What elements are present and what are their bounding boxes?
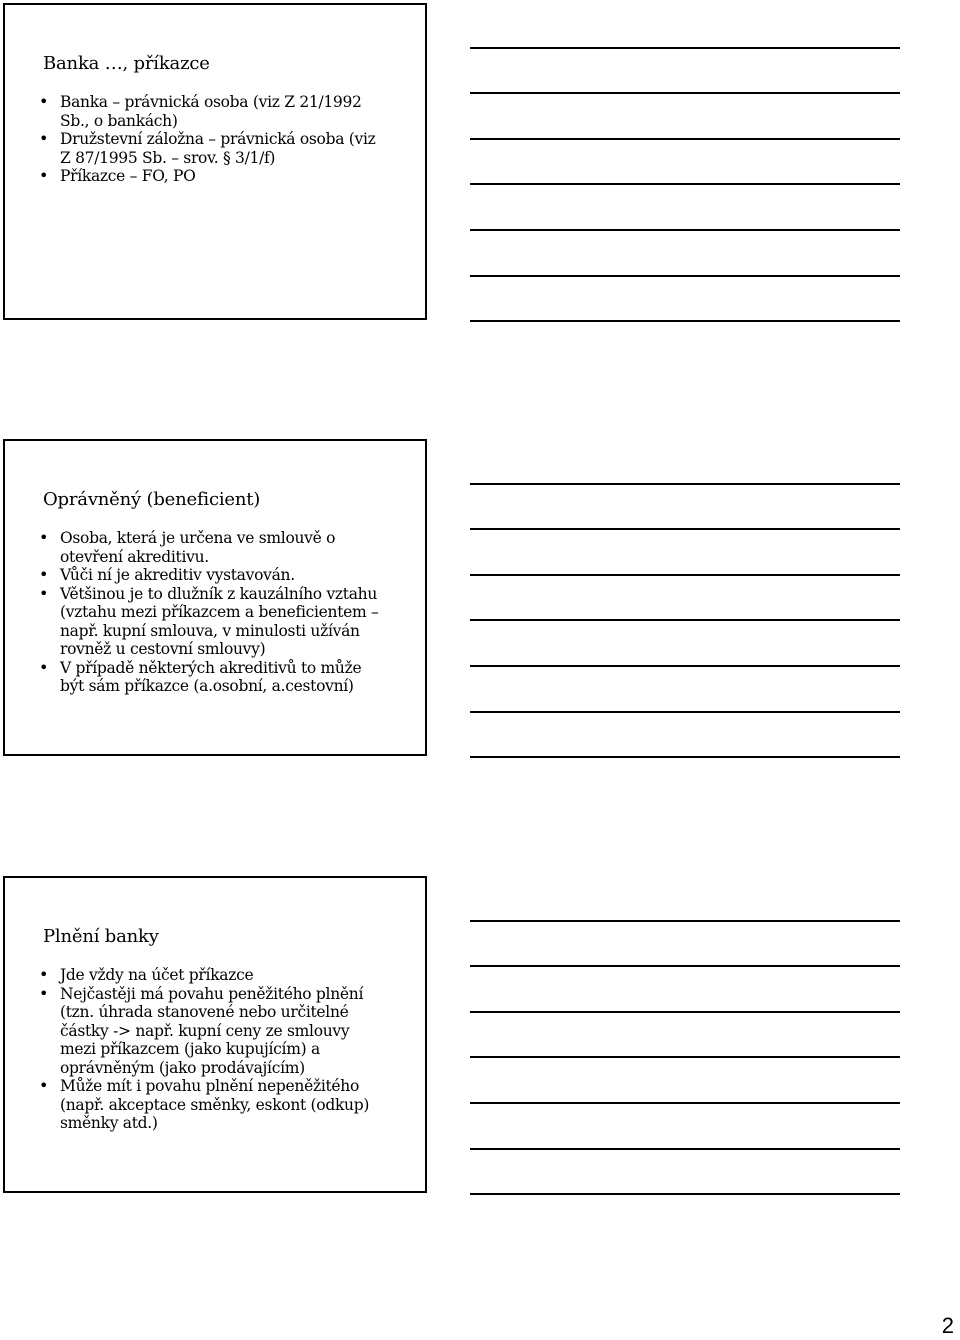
bullet-list [27, 529, 387, 696]
slide-3 [3, 876, 427, 1193]
note-line [470, 1056, 900, 1058]
note-line [470, 1148, 900, 1150]
note-line [470, 619, 900, 621]
slide-title: Oprávněný (beneficient) [43, 489, 261, 510]
bullet-list [27, 93, 387, 186]
page-number: 2 [941, 1313, 954, 1338]
note-line [470, 183, 900, 185]
bullet-item: • Nejčastěji má povahu peněžitého plnění (tzn. úhrada stanovené nebo určitelné částky -> např. kupní ceny ze smlouvy mezi příkazcem (jako kupujícím) a oprávněným (jako prodávajícím) [27, 985, 387, 1078]
note-line [470, 92, 900, 94]
bullet-item: • Příkazce – FO, PO [27, 167, 387, 186]
note-line [470, 138, 900, 140]
bullet-item: • Jde vždy na účet příkazce [27, 966, 387, 985]
note-line [470, 528, 900, 530]
bullet-item: • Většinou je to dlužník z kauzálního vztahu (vztahu mezi příkazcem a beneficientem – např. kupní smlouva, v minulosti užíván rovněž u cestovní smlouvy) [27, 585, 387, 659]
note-line [470, 665, 900, 667]
slide-2 [3, 439, 427, 756]
note-line [470, 920, 900, 922]
slide-1 [3, 3, 427, 320]
note-line [470, 1102, 900, 1104]
bullet-list [27, 966, 387, 1133]
bullet-item: • Vůči ní je akreditiv vystavován. [27, 566, 387, 585]
note-line [470, 711, 900, 713]
note-line [470, 574, 900, 576]
bullet-item: • Osoba, která je určena ve smlouvě o otevření akreditivu. [27, 529, 387, 566]
note-line [470, 1193, 900, 1195]
note-line [470, 320, 900, 322]
bullet-item: • Družstevní záložna – právnická osoba (viz Z 87/1995 Sb. – srov. § 3/1/f) [27, 130, 387, 167]
note-line [470, 965, 900, 967]
note-line [470, 756, 900, 758]
note-line [470, 483, 900, 485]
note-line [470, 47, 900, 49]
note-line [470, 275, 900, 277]
bullet-item: • V případě některých akreditivů to může být sám příkazce (a.osobní, a.cestovní) [27, 659, 387, 696]
note-line [470, 1011, 900, 1013]
slide-title: Plnění banky [43, 926, 159, 947]
bullet-item: • Může mít i povahu plnění nepeněžitého (např. akceptace směnky, eskont (odkup) směnky atd.) [27, 1077, 387, 1133]
bullet-item: • Banka – právnická osoba (viz Z 21/1992 Sb., o bankách) [27, 93, 387, 130]
note-line [470, 229, 900, 231]
slide-title: Banka …, příkazce [43, 53, 210, 74]
